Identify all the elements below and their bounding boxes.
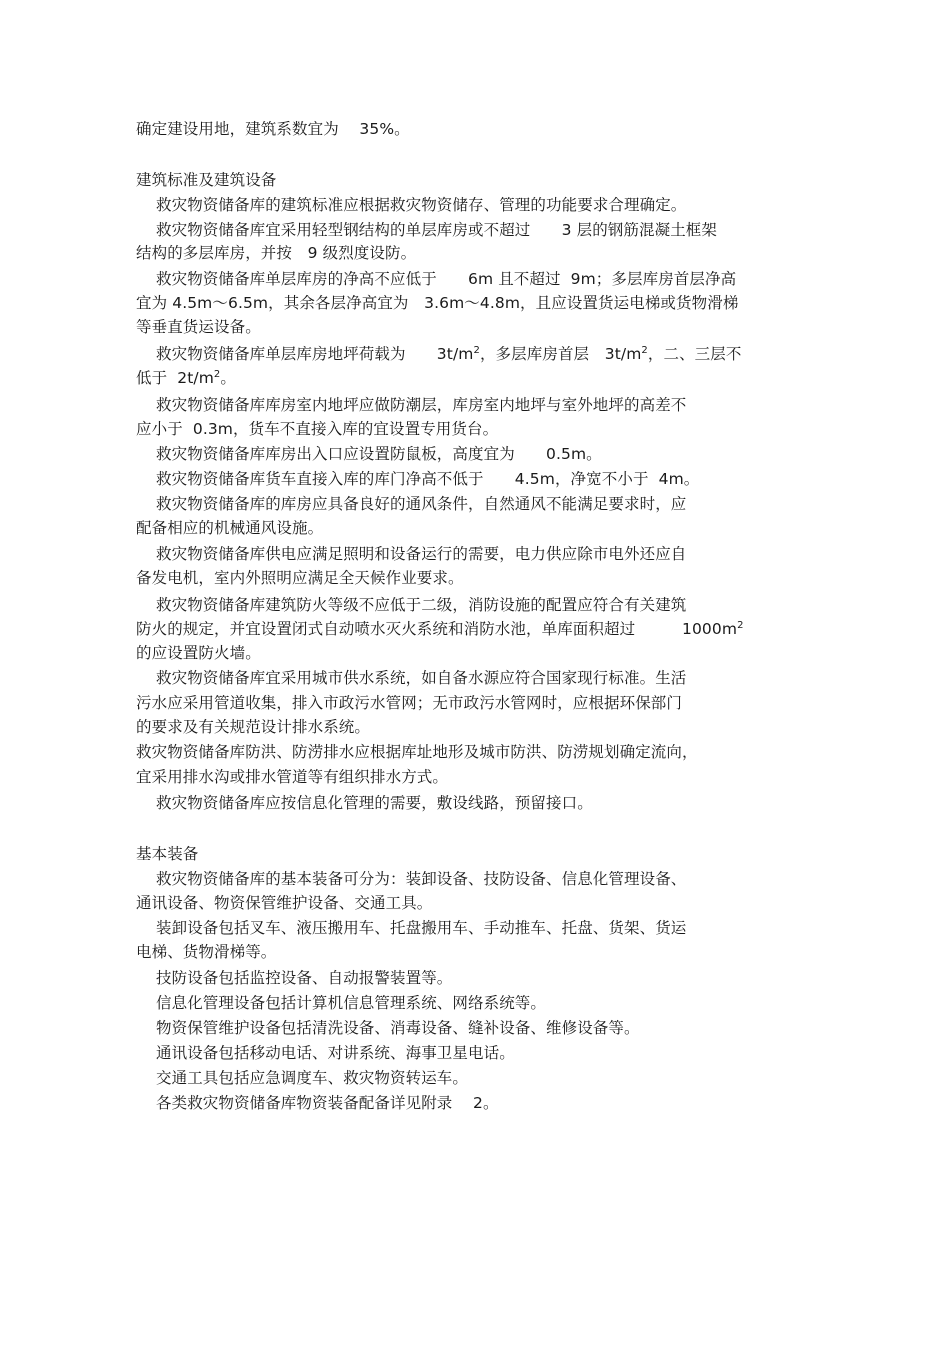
paragraph-line: 救灾物资储备库防洪、防涝排水应根据库址地形及城市防洪、防涝规划确定流向， (136, 743, 698, 761)
paragraph-line: 信息化管理设备包括计算机信息管理系统、网络系统等。 (156, 994, 547, 1012)
paragraph-line: 宜采用排水沟或排水管道等有组织排水方式。 (136, 768, 449, 786)
paragraph-line: 污水应采用管道收集，排入市政污水管网；无市政污水管网时，应根据环保部门 (136, 694, 683, 712)
paragraph-line: 救灾物资储备库供电应满足照明和设备运行的需要，电力供应除市电外还应自 (156, 545, 687, 563)
paragraph-line: 救灾物资储备库的建筑标准应根据救灾物资储存、管理的功能要求合理确定。 (156, 196, 687, 214)
paragraph-line: 应小于 0.3m，货车不直接入库的宜设置专用货台。 (136, 420, 499, 438)
paragraph-line: 确定建设用地，建筑系数宜为 35%。 (136, 120, 410, 138)
paragraph-line: 技防设备包括监控设备、自动报警装置等。 (156, 969, 453, 987)
text-run: 。 (220, 369, 236, 387)
superscript: 2 (641, 345, 648, 356)
text-run: ，二、三层不 (647, 345, 742, 363)
paragraph-line: 配备相应的机械通风设施。 (136, 519, 324, 537)
paragraph-line: 各类救灾物资储备库物资装备配备详见附录 2。 (156, 1094, 499, 1112)
paragraph-line: 通讯设备包括移动电话、对讲系统、海事卫星电话。 (156, 1044, 515, 1062)
paragraph-line: 等垂直货运设备。 (136, 318, 261, 336)
paragraph-line: 物资保管维护设备包括清洗设备、消毒设备、缝补设备、维修设备等。 (156, 1019, 640, 1037)
paragraph-line: 交通工具包括应急调度车、救灾物资转运车。 (156, 1069, 469, 1087)
paragraph-line: 救灾物资储备库宜采用城市供水系统，如自备水源应符合国家现行标准。生活 (156, 669, 687, 687)
paragraph-line: 结构的多层库房，并按 9 级烈度设防。 (136, 244, 417, 262)
text-run: 救灾物资储备库单层库房地坪荷载为 3t/m (156, 345, 474, 363)
text-run: ，多层库房首层 3t/m (479, 345, 642, 363)
paragraph-line: 救灾物资储备库宜采用轻型钢结构的单层库房或不超过 3 层的钢筋混凝土框架 (156, 221, 717, 239)
superscript: 2 (737, 620, 744, 631)
paragraph-line: 救灾物资储备库的基本装备可分为：装卸设备、技防设备、信息化管理设备、 (156, 870, 687, 888)
paragraph-line (136, 367, 236, 389)
paragraph-line: 备发电机，室内外照明应满足全天候作业要求。 (136, 569, 464, 587)
paragraph-line: 救灾物资储备库单层库房的净高不应低于 6m 且不超过 9m；多层库房首层净高 (156, 270, 737, 288)
paragraph-line: 宜为 4.5m～6.5m，其余各层净高宜为 3.6m～4.8m，且应设置货运电梯或货物滑梯 (136, 294, 739, 312)
paragraph-line: 救灾物资储备库建筑防火等级不应低于二级，消防设施的配置应符合有关建筑 (156, 596, 687, 614)
paragraph-line: 救灾物资储备库库房出入口应设置防鼠板，高度宜为 0.5m。 (156, 445, 602, 463)
superscript: 2 (473, 345, 480, 356)
superscript: 2 (213, 369, 221, 380)
section-heading: 基本装备 (136, 845, 199, 863)
text-run: 防火的规定，并宜设置闭式自动喷水灭火系统和消防水池，单库面积超过 1000m (136, 620, 738, 638)
paragraph-line (156, 343, 741, 365)
paragraph-line: 通讯设备、物资保管维护设备、交通工具。 (136, 894, 433, 912)
paragraph-line: 救灾物资储备库的库房应具备良好的通风条件，自然通风不能满足要求时，应 (156, 495, 687, 513)
paragraph-line: 救灾物资储备库应按信息化管理的需要，敷设线路，预留接口。 (156, 794, 593, 812)
paragraph-line: 电梯、货物滑梯等。 (136, 943, 277, 961)
paragraph-line (136, 618, 744, 640)
paragraph-line: 的应设置防火墙。 (136, 644, 261, 662)
paragraph-line: 救灾物资储备库库房室内地坪应做防潮层，库房室内地坪与室外地坪的高差不 (156, 396, 687, 414)
section-heading: 建筑标准及建筑设备 (136, 171, 277, 189)
paragraph-line: 装卸设备包括叉车、液压搬用车、托盘搬用车、手动推车、托盘、货架、货运 (156, 919, 687, 937)
paragraph-line: 救灾物资储备库货车直接入库的库门净高不低于 4.5m，净宽不小于 4m。 (156, 470, 700, 488)
text-run: 低于 2t/m (136, 369, 214, 387)
paragraph-line: 的要求及有关规范设计排水系统。 (136, 718, 371, 736)
